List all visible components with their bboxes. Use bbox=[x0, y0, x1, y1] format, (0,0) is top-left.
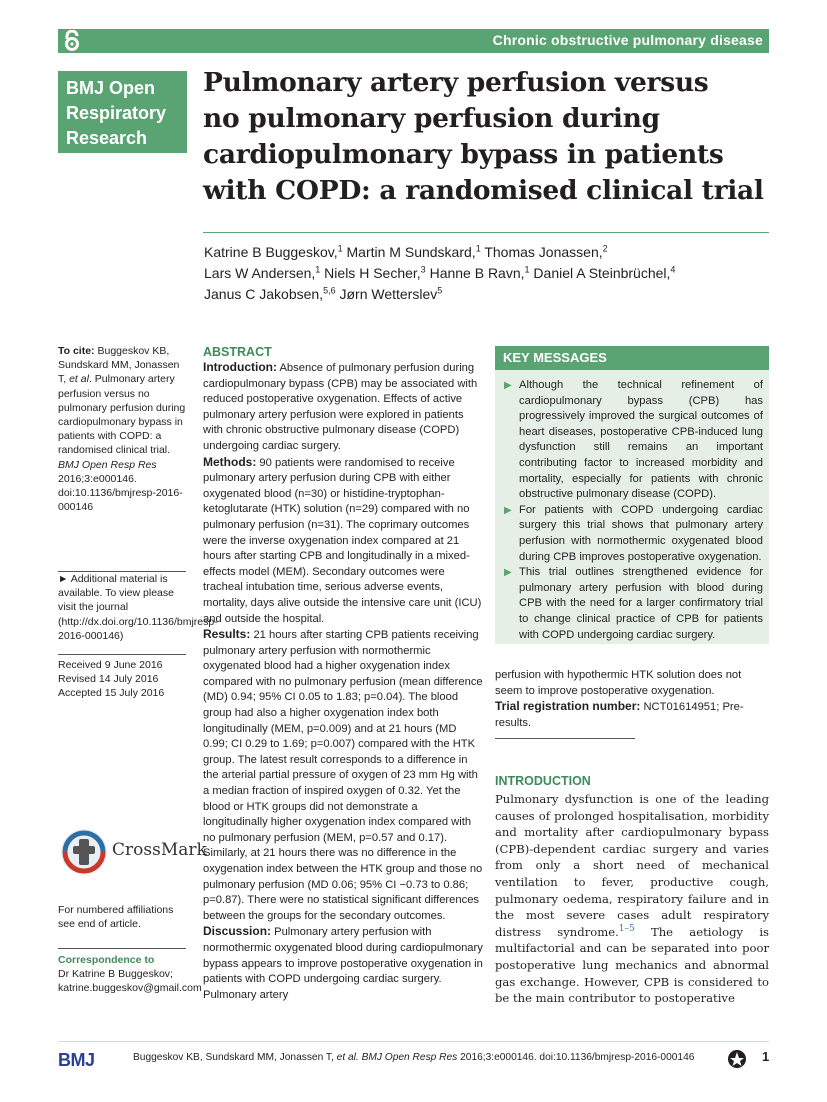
author: Niels H Secher, bbox=[320, 265, 421, 281]
affil-ref: 5 bbox=[437, 285, 443, 296]
accepted-date: Accepted 15 July 2016 bbox=[58, 687, 165, 700]
abstract bbox=[203, 344, 483, 1003]
corr-name: Dr Katrine B Buggeskov; bbox=[58, 968, 173, 981]
affiliations-note: For numbered affiliations see end of article. bbox=[58, 904, 174, 931]
title-line: with COPD: a randomised clinical trial bbox=[203, 175, 764, 206]
abstract-heading: ABSTRACT bbox=[203, 345, 272, 359]
cite-doi: 2016;3:e000146. doi:10.1136/bmjresp-2016-000146 bbox=[58, 472, 183, 514]
introduction-text bbox=[495, 791, 769, 1007]
trial-registration-number: NCT01614951; Pre-results. bbox=[495, 701, 744, 729]
thoracic-society-icon bbox=[727, 1049, 747, 1069]
article-title bbox=[203, 65, 773, 209]
affil-ref: 5,6 bbox=[323, 285, 336, 296]
key-messages-list bbox=[503, 378, 763, 643]
cite-etal: et al bbox=[69, 373, 89, 386]
abstract-subhead: Results: bbox=[203, 627, 251, 642]
author: Hanne B Ravn, bbox=[425, 265, 525, 281]
journal-line: Respiratory bbox=[66, 103, 167, 123]
affil-ref: 2 bbox=[602, 243, 608, 254]
key-message-text: For patients with COPD undergoing cardiac surgery this trial shows that pulmonary artery perfusion with normothermic oxygenated blood during CPB improves postoperative oxygenation. bbox=[519, 503, 763, 563]
open-access-icon bbox=[64, 30, 80, 57]
key-message-item bbox=[503, 378, 763, 503]
cite-journal: BMJ Open Resp Res bbox=[58, 458, 157, 471]
crossmark-label: CrossMark bbox=[112, 840, 207, 860]
abstract-subhead: Methods: bbox=[203, 454, 257, 469]
abstract-continued bbox=[495, 668, 769, 731]
footer-cite-journal: et al. BMJ Open Resp Res bbox=[336, 1052, 458, 1063]
author: Katrine B Buggeskov, bbox=[204, 244, 338, 260]
page-number: 1 bbox=[762, 1049, 770, 1064]
abstract-text: perfusion with hypothermic HTK solution does not seem to improve postoperative oxygenation. bbox=[495, 669, 742, 697]
title-line: no pulmonary perfusion during bbox=[203, 103, 660, 134]
abstract-text: Absence of pulmonary perfusion during cardiopulmonary bypass (CPB) may be associated with reduced postoperative oxygenation. Effects of active pulmonary artery perfusion were explored in patients with chronic obstructive pulmonary disease (COPD) undergoing cardiac surgery. bbox=[203, 362, 478, 452]
abstract-text: 90 patients were randomised to receive pulmonary artery perfusion during CPB with either oxygenated blood (n=30) or histidine-tryptophan-ketoglutarate (HTK) solution (n=29) compared with no pulmonary perfusion (n=31). The coprimary outcomes were the inverse oxygenation index compared at 21 hours after starting CPB and longitudinally in a mixed-effects model (MEM). Secondary outcomes were tracheal intubation time, serious adverse events, mortality, days alive outside the intensive care unit (ICU) and outside the hospital. bbox=[203, 456, 482, 625]
correspondence-block bbox=[58, 948, 202, 996]
author: Janus C Jakobsen, bbox=[204, 286, 324, 302]
trial-registration-label: Trial registration number: bbox=[495, 699, 641, 714]
cite-text: . Pulmonary artery perfusion versus no pulmonary perfusion during cardiopulmonary bypass in patients with COPD: a randomised clinical trial. bbox=[58, 373, 186, 457]
bullet-arrow-icon: ▶ bbox=[504, 567, 512, 579]
abstract-text: Pulmonary artery perfusion with normothermic oxygenated blood during cardiopulmonary bypass appears to improve postoperative oxygenation in patients with COPD undergoing cardiac surgery. Pulmonary artery bbox=[203, 926, 483, 1001]
title-divider bbox=[203, 232, 769, 233]
intro-paragraph: Pulmonary dysfunction is one of the leading causes of prolonged hospitalisation, morbidity and mortality after cardiopulmonary bypass (CPB)-dependent cardiac surgery and varies from only a short need of mechanical ventilation to fever, productive cough, pulmonary oedema, respiratory failure and in the most severe cases adult respiratory distress syndrome. bbox=[495, 792, 769, 939]
journal-line: BMJ Open bbox=[66, 78, 156, 98]
footer-citation bbox=[133, 1052, 694, 1063]
abstract-subhead: Discussion: bbox=[203, 924, 272, 939]
article-dates bbox=[58, 654, 186, 701]
abstract-subhead: Introduction: bbox=[203, 360, 277, 374]
abstract-end-rule bbox=[495, 738, 635, 739]
cite-label: To cite: bbox=[58, 345, 95, 357]
footer-divider bbox=[58, 1041, 769, 1042]
key-messages-heading: KEY MESSAGES bbox=[495, 346, 769, 370]
author: Jørn Wetterslev bbox=[335, 286, 438, 302]
affil-ref: 3 bbox=[420, 264, 426, 275]
key-message-text: This trial outlines strengthened evidence for pulmonary artery perfusion with blood during CPB with the need for a larger confirmatory trial to change clinical practice of CPB for patients with COPD undergoing cardiac surgery. bbox=[519, 566, 763, 641]
introduction-heading: INTRODUCTION bbox=[495, 774, 591, 788]
key-message-text: Although the technical refinement of cardiopulmonary bypass (CPB) has progressively improved the surgical outcomes of heart diseases, postoperative CPB-induced lung dysfunction still remains an important contributing factor to increased morbidity and mortality, especially for patients with chronic obstructive pulmonary disease (COPD). bbox=[519, 379, 763, 501]
affil-ref: 1 bbox=[315, 264, 321, 275]
reference-link[interactable]: 1–5 bbox=[618, 923, 635, 934]
corr-label: Correspondence to bbox=[58, 954, 155, 966]
author-list bbox=[204, 242, 764, 305]
footer-cite-doi: 2016;3:e000146. doi:10.1136/bmjresp-2016-000146 bbox=[457, 1052, 695, 1063]
author: Thomas Jonassen, bbox=[480, 244, 603, 260]
additional-material-link[interactable]: ► Additional material is available. To view please visit the journal (http://dx.doi.org/10.1136/bmjresp-2016-000146) bbox=[58, 573, 218, 642]
title-line: Pulmonary artery perfusion versus bbox=[203, 67, 709, 98]
abstract-text: 21 hours after starting CPB patients receiving pulmonary artery perfusion with normothermic oxygenated blood had a higher oxygenation index compared with no pulmonary perfusion (mean difference (MD) 0.94; 95% CI 0.05 to 1.83; p=0.04). The blood group had also a higher oxygenation index both longitudinally (MEM, p=0.009) and at 21 hours (MD 0.99; CI 0.29 to 1.69; p=0.007) compared with the HTK group. The latest result corresponds to a difference in the arterial partial pressure of oxygen of 23 mm Hg with a median fraction of inspired oxygen of 0.32. Yet the blood or HTK groups did not demonstrate a longitudinally higher oxygenation index compared with no pulmonary perfusion (MEM, p=0.57 and 0.17). Similarly, at 21 hours there was no difference in the oxygenation index between the HTK group and those no pulmonary perfusion (MD 0.06; 95% CI −0.73 to 0.86; p=0.87). There were no statistical significant differences between the groups for the secondary outcomes. bbox=[203, 629, 483, 922]
journal-logo bbox=[58, 71, 187, 153]
footer-cite-text: Buggeskov KB, Sundskard MM, Jonassen T, bbox=[133, 1052, 337, 1063]
journal-line: Research bbox=[66, 128, 148, 148]
author: Lars W Andersen, bbox=[204, 265, 316, 281]
bmj-logo: BMJ bbox=[58, 1050, 95, 1070]
intro-paragraph: The aetiology is multifactorial and can be separated into poor postoperative lung mechanics and abnormal gas exchange. However, CPB is considered to be the main contributor to postoperative bbox=[495, 924, 769, 1006]
affil-ref: 1 bbox=[475, 243, 481, 254]
key-message-item bbox=[503, 565, 763, 643]
section-label: Chronic obstructive pulmonary disease bbox=[492, 32, 763, 48]
bullet-arrow-icon: ▶ bbox=[504, 380, 512, 391]
cite-text: Buggeskov KB, Sundskard MM, Jonassen T, bbox=[58, 345, 180, 386]
affil-ref: 1 bbox=[337, 243, 343, 254]
received-date: Received 9 June 2016 bbox=[58, 659, 163, 671]
bullet-arrow-icon: ▶ bbox=[504, 504, 512, 516]
key-message-item bbox=[503, 503, 763, 565]
title-line: cardiopulmonary bypass in patients bbox=[203, 139, 724, 170]
citation-block bbox=[58, 344, 188, 514]
author: Daniel A Steinbrüchel, bbox=[529, 265, 671, 281]
author: Martin M Sundskard, bbox=[342, 244, 476, 260]
corr-email[interactable]: katrine.buggeskov@gmail.com bbox=[58, 982, 202, 995]
crossmark-button[interactable] bbox=[60, 826, 207, 878]
affil-ref: 1 bbox=[524, 264, 530, 275]
affil-ref: 4 bbox=[670, 264, 676, 275]
revised-date: Revised 14 July 2016 bbox=[58, 673, 159, 686]
